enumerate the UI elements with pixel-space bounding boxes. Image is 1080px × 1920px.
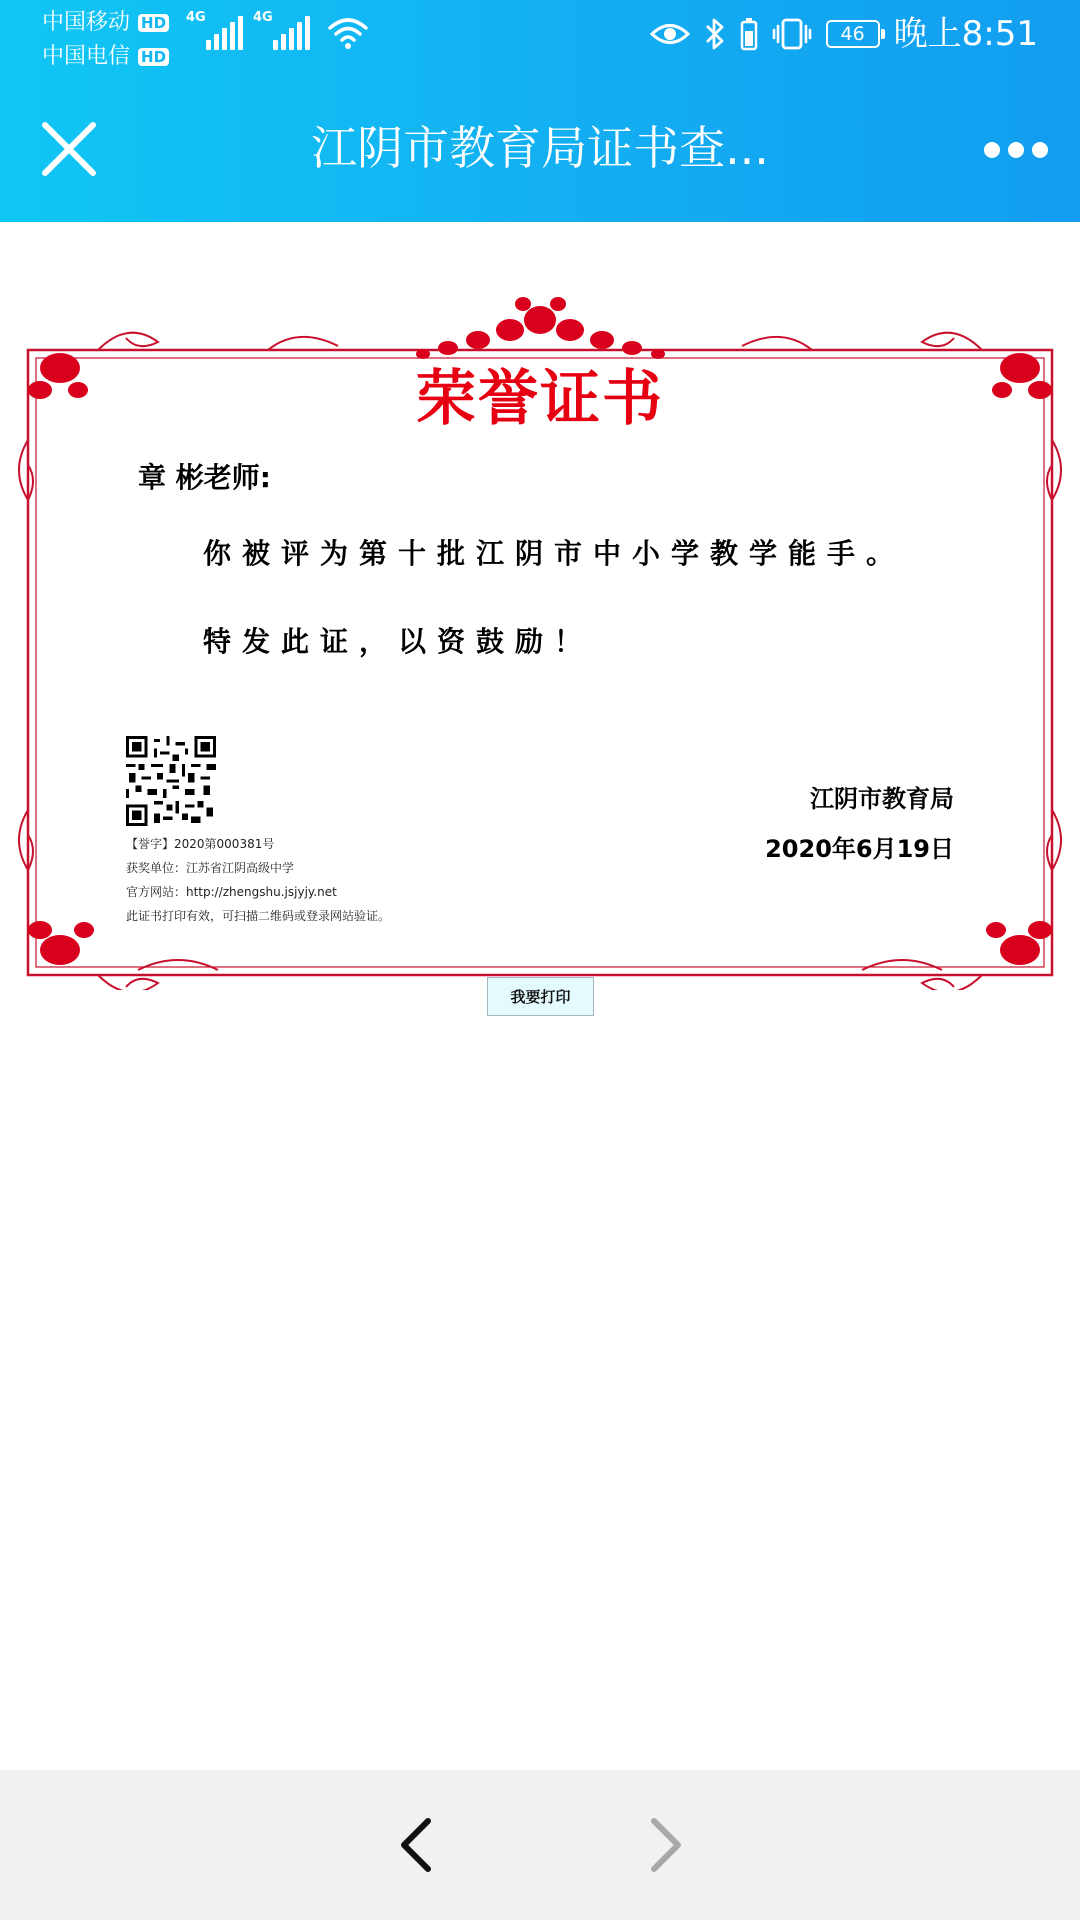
- issue-date: 2020年6月19日: [765, 835, 954, 863]
- battery-level: 46: [840, 23, 865, 45]
- signal-strength-icon: [186, 10, 243, 50]
- carrier-row-2: [42, 40, 169, 74]
- network-type-label: 4G: [186, 10, 206, 25]
- carrier-1-name: 中国移动: [42, 10, 131, 35]
- more-options-button[interactable]: [978, 130, 1054, 170]
- app-header: [0, 0, 1080, 222]
- status-right: [650, 14, 1038, 54]
- print-button[interactable]: 我要打印: [487, 977, 594, 1016]
- certificate-heading: 荣誉证书: [416, 364, 664, 434]
- more-dots-icon: [1008, 142, 1024, 158]
- hd-badge: HD: [138, 14, 169, 32]
- certificate: [18, 290, 1062, 990]
- battery-icon: [826, 20, 880, 48]
- issuer-block: [765, 774, 954, 874]
- carrier-info: [42, 6, 169, 74]
- more-dots-icon: [984, 142, 1000, 158]
- carrier-row-1: [42, 6, 169, 40]
- hd-badge: HD: [138, 48, 169, 66]
- eye-icon: [650, 19, 690, 49]
- signal-strength-icon: [253, 10, 310, 50]
- network-type-label: 4G: [253, 10, 273, 25]
- status-bar: [0, 0, 1080, 74]
- bluetooth-icon: [704, 17, 726, 51]
- certificate-meta: [126, 832, 390, 928]
- vibrate-icon: [772, 17, 812, 51]
- chevron-left-icon: [398, 1817, 434, 1873]
- validity-note: 此证书打印有效，可扫描二维码或登录网站验证。: [126, 909, 391, 923]
- award-unit: 获奖单位：江苏省江阴高级中学: [126, 861, 295, 875]
- close-button[interactable]: [36, 116, 102, 182]
- qr-code[interactable]: [126, 736, 216, 826]
- chevron-right-icon: [648, 1817, 684, 1873]
- page-title: 江阴市教育局证书查...: [311, 121, 769, 175]
- bottom-navigation: [0, 1770, 1080, 1920]
- forward-button[interactable]: [636, 1810, 696, 1880]
- signal-indicators: [186, 10, 368, 50]
- carrier-2-name: 中国电信: [42, 44, 131, 69]
- battery-saver-icon: [740, 17, 758, 51]
- official-site: 官方网站：http://zhengshu.jsjyjy.net: [126, 885, 337, 899]
- certificate-number: 【誉字】2020第000381号: [126, 837, 275, 851]
- closing-text: 特发此证，以资鼓励！: [203, 625, 594, 658]
- back-button[interactable]: [386, 1810, 446, 1880]
- wifi-icon: [328, 16, 368, 50]
- recipient-name: 章 彬老师:: [138, 461, 271, 494]
- close-icon: [41, 121, 97, 177]
- more-dots-icon: [1032, 142, 1048, 158]
- issuer-name: 江阴市教育局: [810, 785, 954, 813]
- award-text: 你被评为第十批江阴市中小学教学能手。: [203, 537, 906, 570]
- title-bar: [0, 74, 1080, 222]
- clock: 晚上8:51: [893, 14, 1038, 54]
